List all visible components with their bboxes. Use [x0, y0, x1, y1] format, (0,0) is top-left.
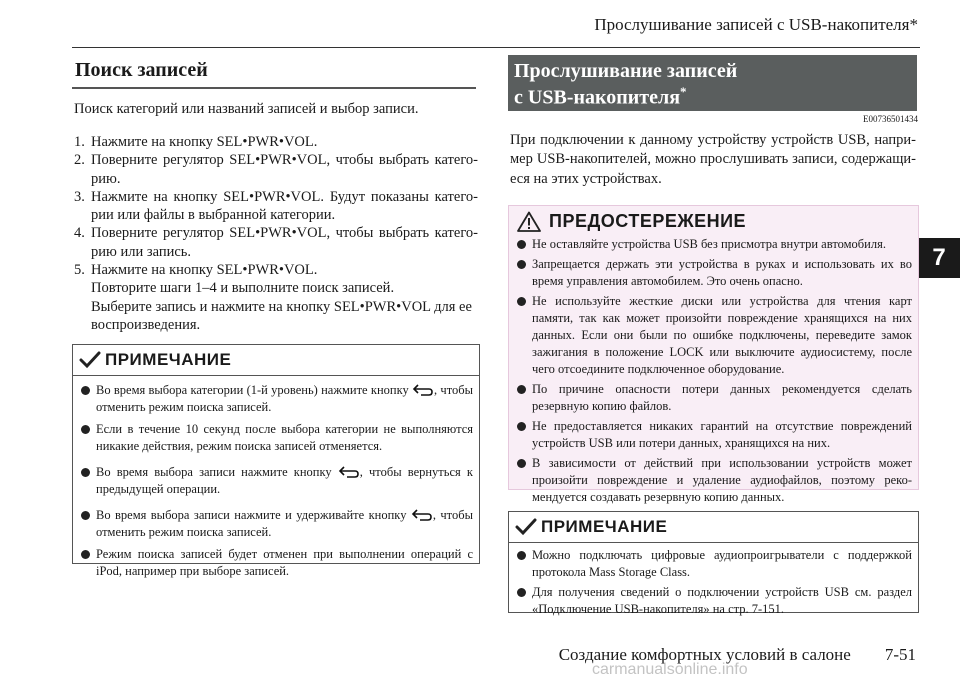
step-number: 3. — [74, 188, 85, 205]
section-title: Поиск записей — [75, 59, 208, 81]
note-item — [73, 546, 479, 580]
return-button-icon — [412, 384, 434, 396]
step-continuation: Повторите шаги 1–4 и выполните поиск записей. — [91, 280, 395, 297]
note-text: , чтобы вернуться к предыдущей операции. — [96, 465, 473, 496]
step-continuation: Выберите запись и нажмите на кнопку SEL•PWR•VOL для ее воспроизведения. — [91, 298, 472, 333]
warning-triangle-icon — [517, 211, 541, 232]
note-header-label: ПРИМЕЧАНИЕ — [541, 517, 668, 536]
note-text: , чтобы отменить режим поиска записей. — [96, 508, 473, 539]
warning-item — [509, 256, 918, 290]
note-item — [73, 382, 479, 416]
step-item — [74, 224, 478, 261]
note-text: Для получения сведений о подключении устройств USB см. раздел «Подключение USB-накопителя» на стр. 7-151. — [532, 585, 912, 616]
warning-item — [509, 293, 918, 378]
steps-list — [74, 133, 478, 334]
warning-text: Не используйте жесткие диски или устройства для чтения карт памяти, так как может произойти повреждение хранящихся на них данных. Если они были по ошибке подключены, переведите замок зажигания в положение LOCK или выключите аудиосистему, после чего отсоедините подключенное оборудование. — [532, 294, 912, 376]
section-title-line1: Прослушивание записей — [514, 60, 738, 82]
step-text: Поверните регулятор SEL•PWR•VOL, чтобы выбрать катего-рию или запись. — [91, 225, 478, 260]
bullet-icon — [517, 385, 526, 394]
warning-text: Не предоставляется никаких гарантий на отсутствие повреждений устройств USB или потери данных, хранящихся на них. — [532, 419, 912, 450]
step-text: Поверните регулятор SEL•PWR•VOL, чтобы выбрать катего-рию. — [91, 152, 478, 187]
warning-item — [509, 381, 918, 415]
page-number: 7-51 — [884, 645, 916, 664]
bullet-icon — [517, 260, 526, 269]
warning-text: По причине опасности потери данных рекомендуется сделать резервную копию файлов. — [532, 382, 912, 413]
usb-intro-paragraph: При подключении к данному устройству устройств USB, напри-мер USB-накопителей, можно прослушивать записи, содержащи-еся на этих устройствах. — [510, 132, 916, 187]
warning-text: Не оставляйте устройства USB без присмотра внутри автомобиля. — [532, 237, 886, 251]
warning-header-label: ПРЕДОСТЕРЕЖЕНИЕ — [549, 210, 747, 231]
note-item — [73, 507, 479, 541]
warning-item — [509, 455, 918, 506]
note-text: Во время выбора категории (1-й уровень) нажмите кнопку — [96, 383, 412, 397]
return-button-icon — [411, 509, 433, 521]
section-title-star: * — [680, 84, 687, 99]
note-text: Режим поиска записей будет отменен при выполнении операций с iPod, например при выборе записей. — [96, 547, 473, 578]
step-number: 4. — [74, 225, 85, 242]
note-text: Можно подключать цифровые аудиопроигрыватели с поддержкой протокола Mass Storage Class. — [532, 548, 912, 579]
checkmark-icon — [515, 518, 537, 536]
note-text: Если в течение 10 секунд после выбора категории не выполняются никакие действия, режим поиска записей отменяется. — [96, 422, 473, 453]
bullet-icon — [81, 511, 90, 520]
bullet-icon — [81, 425, 90, 434]
step-number: 2. — [74, 152, 85, 169]
footer-chapter: Создание комфортных условий в салоне — [558, 645, 851, 664]
chapter-tab: 7 — [918, 238, 960, 278]
bullet-icon — [517, 588, 526, 597]
step-item — [74, 261, 478, 279]
note-item — [73, 421, 479, 455]
step-item — [74, 133, 478, 151]
warning-header — [509, 206, 918, 236]
note-text: Во время выбора записи нажмите кнопку — [96, 465, 338, 479]
note-text: , чтобы отменить режим поиска записей. — [96, 383, 473, 414]
return-button-icon — [338, 466, 360, 478]
note-box-search — [72, 344, 480, 578]
bullet-icon — [81, 550, 90, 559]
heading-top-divider — [72, 55, 476, 57]
note-header-label: ПРИМЕЧАНИЕ — [105, 350, 232, 369]
step-text: Нажмите на кнопку SEL•PWR•VOL. — [91, 134, 318, 150]
note-item — [509, 547, 918, 581]
warning-box — [508, 205, 919, 504]
bullet-icon — [517, 240, 526, 249]
note-header — [73, 345, 479, 376]
note-item — [509, 584, 918, 618]
note-item — [73, 464, 479, 498]
bullet-icon — [517, 551, 526, 560]
section-title-line2: с USB-накопителя — [514, 86, 681, 109]
bullet-icon — [81, 468, 90, 477]
bullet-icon — [517, 422, 526, 431]
document-code: E00736501434 — [863, 114, 918, 124]
warning-item — [509, 236, 918, 253]
note-box-usb — [508, 511, 919, 616]
step-item — [74, 188, 478, 225]
step-text: Нажмите на кнопку SEL•PWR•VOL. — [91, 262, 318, 279]
warning-item — [509, 418, 918, 452]
step-number: 5. — [74, 262, 85, 279]
bullet-icon — [81, 386, 90, 395]
step-number: 1. — [74, 134, 85, 150]
intro-text: Поиск категорий или названий записей и выбор записи. — [74, 101, 419, 117]
checkmark-icon — [79, 351, 101, 369]
note-header — [509, 512, 918, 543]
section-heading-usb — [508, 55, 917, 111]
warning-text: В зависимости от действий при использовании устройств может произойти повреждение и удаление аудиофайлов, поэтому реко-мендуется создавать резервную копию данных. — [532, 456, 912, 504]
warning-text: Запрещается держать эти устройства в руках и использовать их во время управления автомобилем. Это очень опасно. — [532, 257, 912, 288]
step-text: Нажмите на кнопку SEL•PWR•VOL. Будут показаны катего-рии или файлы в выбранной категории. — [91, 188, 478, 224]
section-heading-search — [72, 55, 476, 89]
header-title: Прослушивание записей с USB-накопителя* — [594, 15, 918, 34]
bullet-icon — [517, 459, 526, 468]
step-item — [74, 151, 478, 188]
note-text: Во время выбора записи нажмите и удерживайте кнопку — [96, 508, 411, 522]
header-divider — [72, 47, 920, 48]
bullet-icon — [517, 297, 526, 306]
watermark: carmanualsonline.info — [592, 661, 748, 678]
